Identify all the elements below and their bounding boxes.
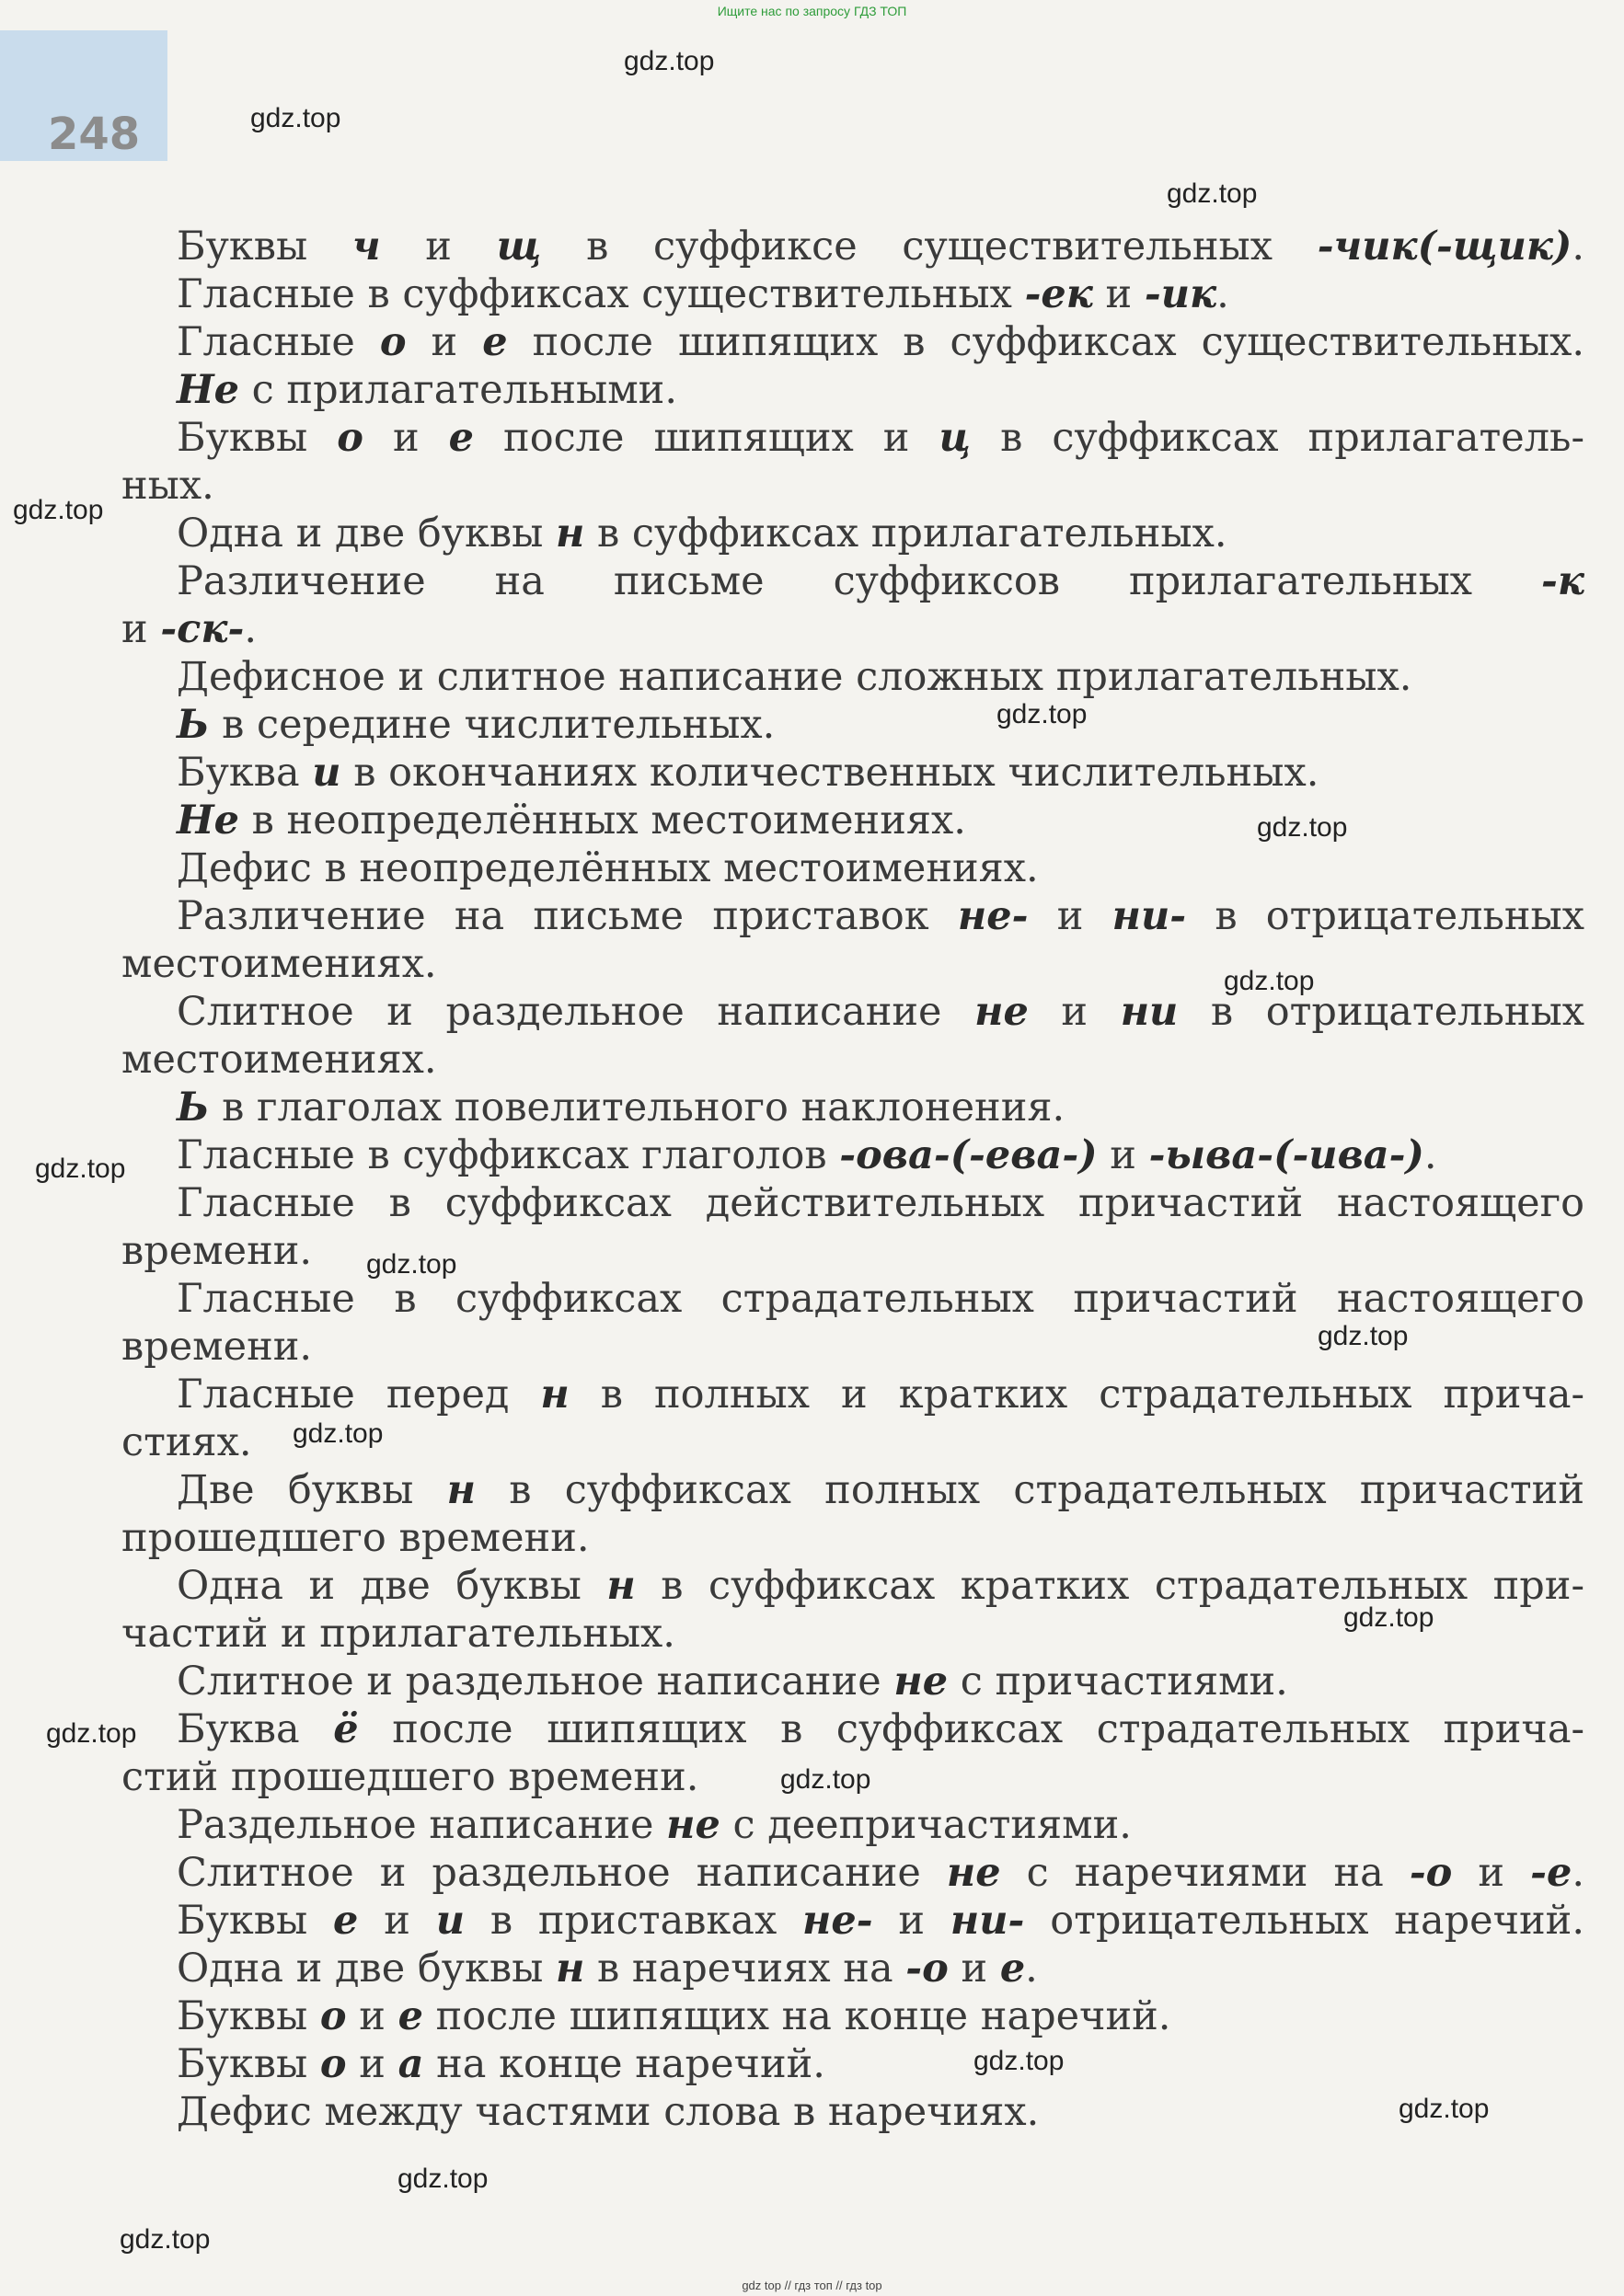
text-line — [121, 701, 1584, 749]
line-text: с причастиями. — [948, 1659, 1288, 1705]
line-text: с наречиями на — [1000, 1850, 1410, 1896]
line-text: и — [346, 1993, 398, 2039]
top-banner[interactable]: Ищите нас по запросу ГДЗ ТОП — [717, 4, 907, 18]
line-text: Буква — [177, 750, 313, 796]
emphasized-letters: -ек — [1024, 271, 1093, 317]
text-line — [121, 557, 1584, 605]
emphasized-letters: -о — [905, 1946, 949, 1992]
text-line — [121, 749, 1584, 797]
line-text: Гласные — [177, 319, 380, 365]
text-line — [121, 892, 1584, 940]
line-text: . — [244, 606, 257, 652]
text-line — [121, 2088, 1584, 2136]
text-line — [121, 988, 1584, 1036]
text-line — [121, 1945, 1584, 1992]
text-line — [121, 366, 1584, 414]
line-text: в глаголах повелительного наклонения. — [209, 1085, 1065, 1131]
line-text: в суффиксе существительных — [541, 224, 1318, 270]
emphasized-letters: о — [319, 2041, 347, 2087]
emphasized-letters: о — [337, 415, 363, 461]
emphasized-letters: ё — [333, 1706, 359, 1752]
line-text: в приставках — [465, 1898, 803, 1944]
emphasized-letters: ни- — [1111, 893, 1187, 939]
emphasized-letters: -ова-(-ева-) — [839, 1132, 1098, 1178]
line-text: Одна и две буквы — [177, 1563, 607, 1609]
line-text: в неопределённых местоимениях. — [239, 798, 966, 844]
line-text: Буквы — [177, 415, 338, 461]
text-line — [121, 1227, 1584, 1275]
emphasized-letters: не — [946, 1850, 1001, 1896]
line-text: Различение на письме приставок — [177, 893, 958, 939]
text-line — [121, 844, 1584, 892]
text-line — [121, 318, 1584, 366]
text-line — [121, 414, 1584, 462]
emphasized-letters: ч — [351, 224, 381, 270]
emphasized-letters: н — [446, 1467, 476, 1513]
emphasized-letters: ц — [939, 415, 972, 461]
line-text: стий прошедшего времени. — [121, 1754, 699, 1800]
line-text: Гласные в суффиксах действительных причастий настоящего — [177, 1180, 1584, 1226]
line-text: и — [380, 224, 497, 270]
emphasized-letters: и — [435, 1898, 465, 1944]
line-text: стиях. — [121, 1419, 252, 1465]
emphasized-letters: -ск- — [160, 606, 245, 652]
emphasized-letters: -чик(-щик) — [1317, 224, 1572, 270]
text-line — [121, 1514, 1584, 1562]
watermark: gdz.top — [366, 1249, 457, 1280]
emphasized-letters: н — [556, 1946, 585, 1992]
line-text: в окончаниях количественных числительных. — [340, 750, 1319, 796]
line-text: и — [358, 1898, 436, 1944]
text-line — [121, 1849, 1584, 1897]
line-text: после шипящих в суффиксах страдательных прича- — [358, 1706, 1584, 1752]
line-text: после шипящих в суффиксах существительных. — [507, 319, 1584, 365]
line-text: и — [1028, 893, 1112, 939]
text-line — [121, 223, 1584, 270]
line-text: . — [1025, 1946, 1038, 1992]
text-line — [121, 1466, 1584, 1514]
watermark: gdz.top — [120, 2224, 211, 2255]
page-number: 248 — [48, 109, 141, 160]
line-text: в полных и кратких страдательных прича- — [569, 1372, 1584, 1418]
line-text: Одна и две буквы — [177, 511, 556, 557]
line-text: ных. — [121, 463, 214, 509]
line-text: в суффиксах прилагатель- — [971, 415, 1584, 461]
line-text: Буква — [177, 1706, 334, 1752]
text-line — [121, 1179, 1584, 1227]
watermark: gdz.top — [250, 103, 341, 133]
line-text: и — [1097, 1132, 1149, 1178]
line-text: времени. — [121, 1228, 313, 1274]
emphasized-letters: н — [540, 1372, 570, 1418]
line-text: и — [1452, 1850, 1531, 1896]
emphasized-letters: не — [974, 989, 1029, 1035]
line-text: Дефис между частями слова в наречиях. — [177, 2089, 1040, 2135]
line-text: Слитное и раздельное написание — [177, 1850, 947, 1896]
line-text: Одна и две буквы — [177, 1946, 556, 1992]
text-line — [121, 1992, 1584, 2040]
line-text: Буквы — [177, 224, 352, 270]
text-line — [121, 1705, 1584, 1753]
text-line — [121, 270, 1584, 318]
text-line — [121, 1897, 1584, 1945]
emphasized-letters: о — [379, 319, 407, 365]
emphasized-letters: о — [319, 1993, 347, 2039]
emphasized-letters: ни — [1120, 989, 1179, 1035]
line-text: отрицательных наречий. — [1024, 1898, 1584, 1944]
topic-list — [121, 223, 1584, 2136]
watermark: gdz.top — [780, 1764, 871, 1795]
watermark: gdz.top — [624, 46, 715, 76]
emphasized-letters: Не — [177, 367, 239, 413]
emphasized-letters: Ь — [177, 702, 210, 748]
line-text: и — [1028, 989, 1121, 1035]
line-text: в наречиях на — [584, 1946, 906, 1992]
emphasized-letters: -к — [1541, 558, 1584, 604]
line-text: местоимениях. — [121, 941, 437, 987]
text-line — [121, 653, 1584, 701]
line-text: в отрицательных — [1178, 989, 1584, 1035]
emphasized-letters: е — [397, 1993, 423, 2039]
line-text: Буквы — [177, 1993, 320, 2039]
emphasized-letters: -ыва-(-ива-) — [1148, 1132, 1424, 1178]
line-text: Буквы — [177, 1898, 334, 1944]
line-text: с деепричастиями. — [720, 1802, 1132, 1848]
line-text: Гласные в суффиксах страдательных причастий настоящего — [177, 1276, 1584, 1322]
emphasized-letters: Не — [177, 798, 239, 844]
line-text: в суффиксах прилагательных. — [584, 511, 1227, 557]
emphasized-letters: -о — [1409, 1850, 1453, 1896]
text-line — [121, 1658, 1584, 1705]
emphasized-letters: е — [448, 415, 475, 461]
line-text: Гласные перед — [177, 1372, 541, 1418]
watermark: gdz.top — [973, 2046, 1065, 2076]
text-line — [121, 1275, 1584, 1323]
line-text: . — [1423, 1132, 1437, 1178]
watermark: gdz.top — [1399, 2094, 1490, 2124]
line-text: прошедшего времени. — [121, 1515, 590, 1561]
emphasized-letters: Ь — [177, 1085, 210, 1131]
watermark: gdz.top — [996, 699, 1088, 729]
line-text: в середине числительных. — [209, 702, 776, 748]
text-line — [121, 2040, 1584, 2088]
emphasized-letters: н — [606, 1563, 636, 1609]
line-text: в суффиксах полных страдательных причастий — [475, 1467, 1584, 1513]
emphasized-letters: не- — [957, 893, 1029, 939]
line-text: . — [1216, 271, 1229, 317]
line-text: и — [363, 415, 449, 461]
watermark: gdz.top — [46, 1718, 137, 1749]
watermark: gdz.top — [293, 1418, 384, 1449]
line-text: частий и прилагательных. — [121, 1611, 675, 1657]
emphasized-letters: и — [312, 750, 341, 796]
emphasized-letters: е — [482, 319, 508, 365]
text-line — [121, 940, 1584, 988]
line-text: в суффиксах кратких страдательных при- — [635, 1563, 1584, 1609]
line-text: Гласные в суффиксах существительных — [177, 271, 1025, 317]
emphasized-letters: щ — [496, 224, 542, 270]
emphasized-letters: не — [893, 1659, 949, 1705]
line-text: Дефисное и слитное написание сложных прилагательных. — [177, 654, 1412, 700]
line-text: Дефис в неопределённых местоимениях. — [177, 845, 1039, 891]
watermark: gdz.top — [1257, 812, 1348, 843]
emphasized-letters: -ик — [1144, 271, 1217, 317]
emphasized-letters: е — [999, 1946, 1026, 1992]
line-text: с прилагательными. — [239, 367, 678, 413]
text-line — [121, 1131, 1584, 1179]
watermark: gdz.top — [1318, 1321, 1409, 1351]
line-text: и — [406, 319, 483, 365]
emphasized-letters: е — [333, 1898, 359, 1944]
bottom-banner[interactable]: gdz top // гдз топ // гдз top — [742, 2279, 882, 2292]
watermark: gdz.top — [13, 495, 104, 525]
watermark: gdz.top — [397, 2164, 489, 2194]
line-text: в отрицательных — [1186, 893, 1584, 939]
watermark: gdz.top — [1343, 1602, 1434, 1633]
text-line — [121, 797, 1584, 844]
line-text: Гласные в суффиксах глаголов — [177, 1132, 840, 1178]
text-line — [121, 462, 1584, 510]
watermark: gdz.top — [1224, 966, 1315, 996]
emphasized-letters: не- — [802, 1898, 873, 1944]
line-text: Различение на письме суффиксов прилагательных — [177, 558, 1542, 604]
watermark: gdz.top — [35, 1154, 126, 1184]
line-text: . — [1572, 1850, 1584, 1896]
line-text: на конце наречий. — [423, 2041, 825, 2087]
text-line — [121, 1036, 1584, 1084]
line-text: Две буквы — [177, 1467, 447, 1513]
line-text: и — [948, 1946, 1000, 1992]
line-text: и — [872, 1898, 950, 1944]
line-text: местоимениях. — [121, 1037, 437, 1083]
line-text: Буквы — [177, 2041, 320, 2087]
emphasized-letters: а — [397, 2041, 424, 2087]
line-text: Слитное и раздельное написание — [177, 1659, 894, 1705]
line-text: . — [1572, 224, 1584, 270]
text-line — [121, 510, 1584, 557]
text-line — [121, 1801, 1584, 1849]
watermark: gdz.top — [1167, 178, 1258, 209]
emphasized-letters: н — [556, 511, 585, 557]
line-text: Раздельное написание — [177, 1802, 667, 1848]
line-text: после шипящих и — [474, 415, 939, 461]
text-line — [121, 605, 1584, 653]
emphasized-letters: -е — [1530, 1850, 1572, 1896]
emphasized-letters: не — [666, 1802, 720, 1848]
line-text: и — [121, 606, 161, 652]
line-text: Слитное и раздельное написание — [177, 989, 975, 1035]
line-text: и — [1092, 271, 1145, 317]
emphasized-letters: ни- — [950, 1898, 1025, 1944]
line-text: времени. — [121, 1324, 313, 1370]
line-text: и — [346, 2041, 398, 2087]
text-line — [121, 1371, 1584, 1418]
line-text: после шипящих на конце наречий. — [422, 1993, 1171, 2039]
text-line — [121, 1084, 1584, 1131]
